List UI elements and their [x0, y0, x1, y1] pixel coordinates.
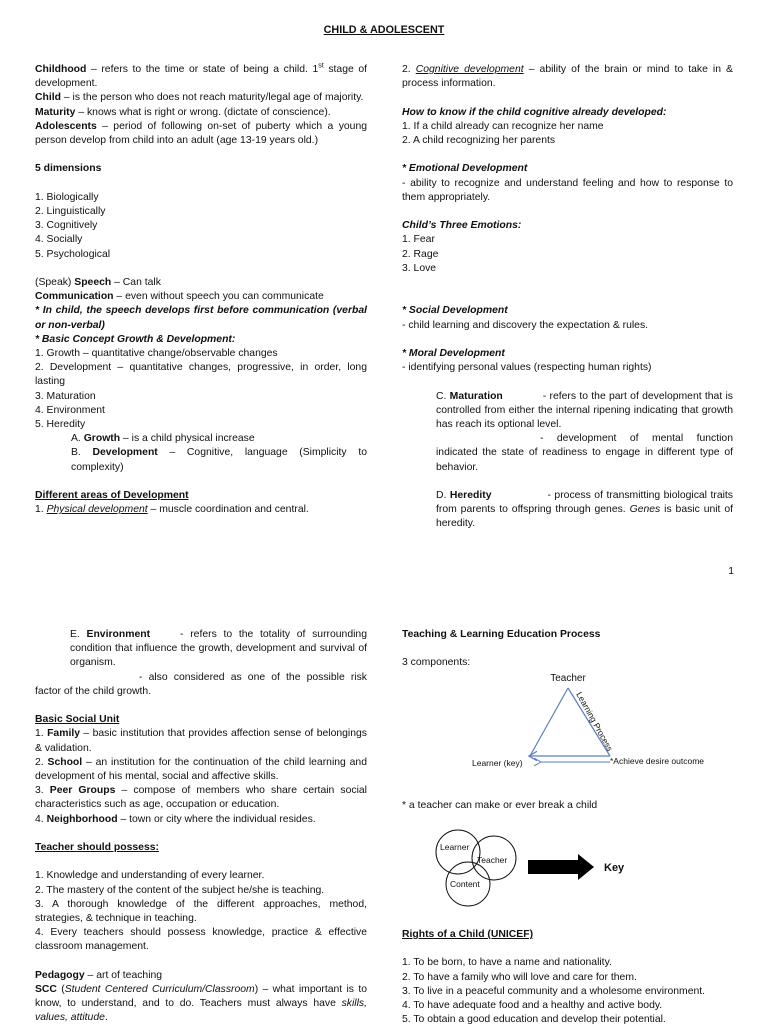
- neighborhood-definition: 4. Neighborhood – town or city where the individual resides.: [35, 813, 316, 825]
- maturity-definition: Maturity – knows what is right or wrong. (dictate of conscience).: [35, 106, 331, 118]
- left-column-2: [35, 628, 367, 1026]
- venn-learner-label: Learner: [440, 842, 470, 852]
- rights-section: [402, 928, 733, 1027]
- dimensions-heading: 5 dimensions: [35, 163, 102, 175]
- teacher-item: 3. A thorough knowledge of the different approaches, method, strategies, & technique in teaching.: [35, 898, 367, 925]
- basic-concept-heading: * Basic Concept Growth & Development:: [35, 333, 236, 345]
- cognitive-development: 2. Cognitive development – ability of the brain or mind to take in & process information.: [402, 64, 733, 90]
- rights-item: 4. To have adequate food and a healthy and active body.: [402, 1000, 663, 1011]
- venn-teacher-label: Teacher: [477, 855, 508, 865]
- social-definition: - child learning and discovery the expectation & rules.: [402, 319, 649, 331]
- maturation-definition: C. Maturation - refers to the part of development that is controlled from either the internal ripening indicating that growth has reach its optional level.: [436, 390, 733, 430]
- environment-block: [35, 628, 367, 699]
- environment-definition: E. Environment - refers to the totality of surrounding condition that influence the growth, development and survival of organism.: [70, 629, 367, 669]
- triangle-left-edge: [530, 688, 568, 756]
- child-definition: Child – is the person who does not reach maturity/legal age of majority.: [35, 92, 364, 104]
- emotional-heading: * Emotional Development: [402, 163, 528, 175]
- speech-note: * In child, the speech develops first before communication (verbal or non-verbal): [35, 305, 367, 331]
- teacher-heading: Teacher should possess:: [35, 842, 159, 854]
- environment-definition-2: - also considered as one of the possible risk factor of the child growth.: [35, 671, 367, 697]
- social-heading: * Social Development: [402, 305, 508, 317]
- teacher-item: 1. Knowledge and understanding of every learner.: [35, 870, 265, 882]
- communication-definition: Communication – even without speech you can communicate: [35, 291, 324, 303]
- emotion-item: 1. Fear: [402, 234, 435, 246]
- process-heading: Teaching & Learning Education Process: [402, 629, 601, 640]
- page-title: CHILD & ADOLESCENT: [323, 24, 445, 36]
- concept-item: 3. Maturation: [35, 390, 96, 402]
- learning-triangle-diagram: [460, 666, 730, 776]
- development-definition: B. Development – Cognitive, language (Simplicity to complexity): [71, 447, 367, 473]
- concept-item: 2. Development – quantitative changes, progressive, in order, long lasting: [35, 362, 367, 388]
- page-number: 1: [728, 566, 734, 577]
- venn-learner-circle: [436, 830, 480, 874]
- maturation-definition-2: - development of mental function indicated the state of readiness to engage in different type of behavior.: [436, 433, 733, 473]
- concept-item: 4. Environment: [35, 404, 105, 416]
- right-column: [402, 63, 733, 532]
- speech-definition: (Speak) Speech – Can talk: [35, 277, 161, 288]
- concept-item: 1. Growth – quantitative change/observable changes: [35, 348, 278, 360]
- triangle-side-label: Learning Process: [574, 690, 616, 753]
- adolescents-definition: Adolescents – period of following on-set of puberty which a young person develop from child into an adult (age 13-19 years old.): [35, 120, 367, 147]
- emotion-item: 3. Love: [402, 262, 437, 274]
- cognitive-item: 1. If a child already can recognize her name: [402, 120, 604, 132]
- concept-item: 5. Heredity: [35, 419, 86, 431]
- right-column-2: [402, 628, 733, 671]
- moral-definition: - identifying personal values (respecting human rights): [402, 362, 652, 374]
- triangle-teacher-label: Teacher: [550, 673, 586, 684]
- emotion-item: 2. Rage: [402, 248, 439, 260]
- teacher-item: 4. Every teachers should possess knowledge, practice & effective classroom management.: [35, 927, 367, 953]
- teacher-item: 2. The mastery of the content of the subject he/she is teaching.: [35, 884, 325, 896]
- heredity-definition: D. Heredity - process of transmitting biological traits from parents to offspring through genes. Genes is basic unit of heredity.: [436, 489, 734, 530]
- triangle-learner-label: Learner (key): [472, 758, 523, 768]
- rights-item: 1. To be born, to have a name and nationality.: [402, 957, 612, 969]
- dimension-item: 1. Biologically: [35, 191, 99, 203]
- rights-heading: Rights of a Child (UNICEF): [402, 929, 534, 940]
- childhood-definition: Childhood – refers to the time or state of being a child. 1st stage of development.: [35, 62, 368, 90]
- venn-key-label: Key: [604, 862, 625, 874]
- components-label: 3 components:: [402, 657, 471, 669]
- teacher-note: * a teacher can make or ever break a child: [402, 800, 598, 811]
- emotional-definition: - ability to recognize and understand feeling and how to response to them appropriately.: [402, 177, 733, 203]
- venn-content-label: Content: [450, 879, 480, 889]
- scc-definition: SCC (Student Centered Curriculum/Classroom) – what important is to know, to understand, and to do. Teachers must always have skills, values, attitude.: [35, 984, 367, 1024]
- physical-development: 1. Physical development – muscle coordination and central.: [35, 504, 309, 516]
- dimension-item: 2. Linguistically: [35, 206, 106, 217]
- pedagogy-definition: Pedagogy – art of teaching: [35, 969, 163, 981]
- growth-definition: A. Growth – is a child physical increase: [71, 433, 255, 445]
- moral-heading: * Moral Development: [402, 347, 505, 359]
- rights-item: 5. To obtain a good education and develop their potential.: [402, 1014, 666, 1026]
- venn-diagram: [430, 824, 660, 909]
- social-unit-heading: Basic Social Unit: [35, 714, 120, 726]
- areas-heading: Different areas of Development: [35, 490, 189, 502]
- dimension-item: 3. Cognitively: [35, 220, 98, 232]
- cognitive-item: 2. A child recognizing her parents: [402, 135, 556, 146]
- peer-definition: 3. Peer Groups – compose of members who share certain social characteristics such as age, occupation or education.: [35, 785, 367, 811]
- rights-item: 3. To live in a peaceful community and a wholesome environment.: [402, 985, 706, 997]
- dimension-item: 5. Psychological: [35, 248, 111, 260]
- arrow-right-icon: [528, 854, 594, 880]
- triangle-outcome-label: *Achieve desire outcome: [610, 756, 705, 766]
- page-2: [0, 596, 768, 1024]
- school-definition: 2. School – an institution for the continuation of the child learning and development of his mental, social and affective skills.: [35, 756, 367, 783]
- family-definition: 1. Family – basic institution that provides affection sense of belongings & validation.: [35, 728, 367, 754]
- how-to-know-heading: How to know if the child cognitive already developed:: [402, 106, 667, 118]
- rights-item: 2. To have a family who will love and care for them.: [402, 971, 637, 983]
- left-column: [35, 63, 367, 517]
- dimension-item: 4. Socially: [35, 234, 83, 246]
- emotions-heading: Child’s Three Emotions:: [402, 220, 522, 232]
- maturation-block: [402, 390, 733, 532]
